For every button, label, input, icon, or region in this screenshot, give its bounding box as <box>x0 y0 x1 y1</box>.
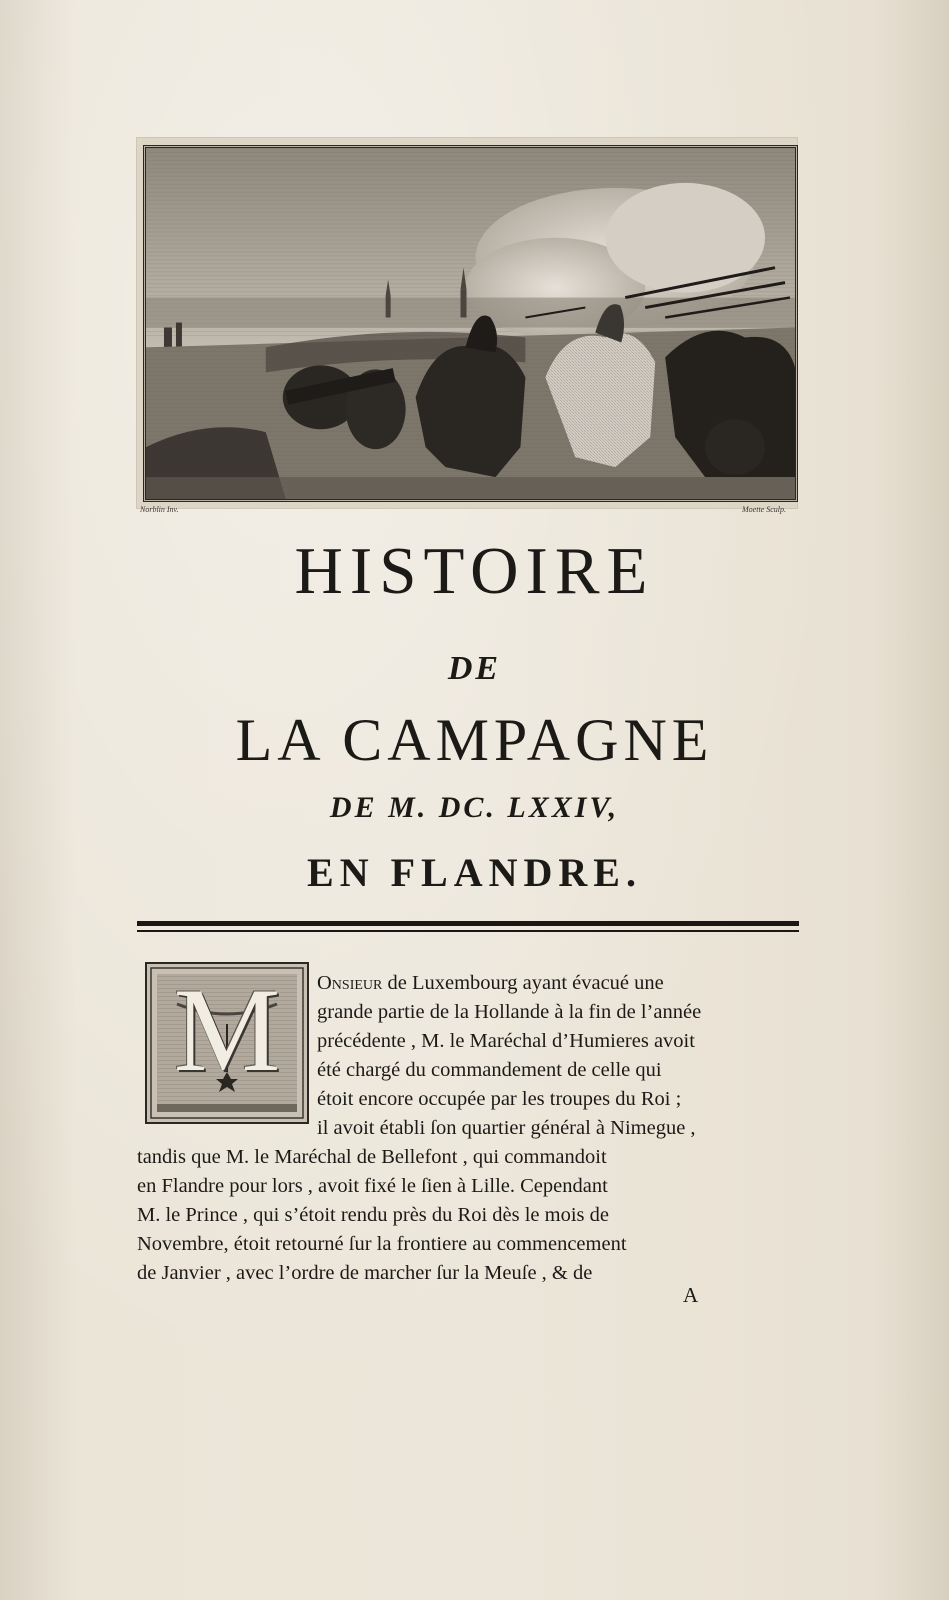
drop-cap-ornament <box>147 964 307 1122</box>
engraving-credit-engraver: Moette Sculp. <box>742 505 786 514</box>
body-line-4: été chargé du commandement de celle qui <box>317 1059 662 1081</box>
drop-cap-letter: M <box>173 963 281 1096</box>
body-line-10: Novembre, étoit retourné ſur la frontiere au commencement <box>137 1233 627 1255</box>
body-line-8: en Flandre pour lors , avoit fixé le ſien à Lille. Cependant <box>137 1175 608 1197</box>
body-line-1-lead: Onsieur <box>317 972 383 994</box>
engraving-credit-inventor: Norblin Inv. <box>140 505 179 514</box>
title-histoire: HISTOIRE <box>294 534 655 608</box>
title-rule-thick <box>137 921 799 926</box>
body-line-2: grande partie de la Hollande à la fin de l’année <box>317 1001 702 1023</box>
engraving-illustration <box>146 148 795 499</box>
body-line-11: de Janvier , avec l’ordre de marcher ſur la Meuſe , & de <box>137 1262 593 1284</box>
body-line-7: tandis que M. le Maréchal de Bellefont , qui commandoit <box>137 1146 607 1168</box>
body-line-3: précédente , M. le Maréchal d’Humieres avoit <box>317 1030 695 1052</box>
body-line-5: étoit encore occupée par les troupes du Roi ; <box>317 1088 682 1110</box>
body-line-1-rest: de Luxembourg ayant évacué une <box>382 972 664 994</box>
body-line-9: M. le Prince , qui s’étoit rendu près du Roi dès le mois de <box>137 1204 609 1226</box>
body-line-6: il avoit établi ſon quartier général à Nimegue , <box>317 1117 696 1139</box>
title-rule-thin <box>137 930 799 932</box>
battle-scene-engraving <box>143 145 798 502</box>
body-line-1 <box>317 973 664 994</box>
title-en-flandre: EN FLANDRE. <box>307 850 642 895</box>
title-de: DE <box>447 650 502 687</box>
ornamented-initial-cross-icon <box>145 962 309 1124</box>
title-year: DE M. DC. LXXIV, <box>329 791 620 824</box>
signature-mark: A <box>683 1283 699 1307</box>
title-la-campagne: LA CAMPAGNE <box>235 707 714 773</box>
